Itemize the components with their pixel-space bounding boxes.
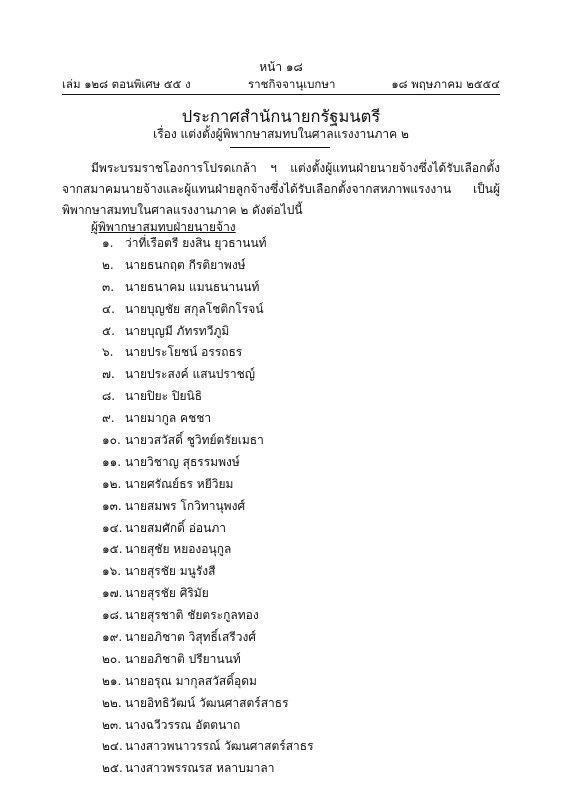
item-number: ๑๘.: [102, 608, 123, 623]
list-item: [0, 627, 562, 649]
appointee-name: ว่าที่เรือตรี ยงสิน ยุวธานนท์: [125, 236, 267, 250]
item-number: ๒๓.: [102, 717, 122, 732]
list-item: [0, 561, 562, 583]
item-number: ๓.: [102, 279, 115, 294]
item-number: ๒๕.: [102, 761, 123, 776]
section-heading: ผู้พิพากษาสมทบฝ่ายนายจ้าง: [91, 220, 236, 234]
appointee-list: [0, 233, 562, 780]
item-number: ๑๐.: [102, 433, 121, 448]
list-item: [0, 518, 562, 540]
appointee-name: นายวิชาญ สุธรรมพงษ์: [125, 454, 240, 469]
appointee-name: นายศรัณย์ธร หยีวิยม: [125, 476, 234, 491]
appointee-name: นายสุรชาติ ชัยตระกูลทอง: [125, 608, 259, 623]
list-item: [0, 452, 562, 474]
item-number: ๒๑.: [102, 673, 122, 688]
list-item: [0, 255, 562, 277]
item-number: ๙.: [102, 411, 115, 426]
item-number: ๒๒.: [102, 695, 122, 710]
appointee-name: นายวสวัสดิ์ ชูวิทย์ตรัยเมธา: [125, 433, 264, 448]
appointee-name: นายประโยชน์ อรรถธร: [125, 345, 243, 360]
appointee-name: นายบุญมี ภัทรทวีภูมิ: [125, 323, 230, 338]
appointee-name: นางสาวพนาวรรณ์ วัฒนศาสตร์สาธร: [125, 739, 314, 754]
list-item: [0, 693, 562, 715]
list-item: [0, 386, 562, 408]
list-item: [0, 649, 562, 671]
appointee-name: นางสาวพรรณรส หลาบมาลา: [125, 761, 275, 776]
gazette-name: ราชกิจจานุเบกษา: [248, 77, 336, 91]
header-divider: [62, 94, 500, 95]
item-number: ๘.: [102, 389, 116, 404]
list-item: [0, 342, 562, 364]
list-item: [0, 539, 562, 561]
item-number: ๑.: [102, 236, 114, 250]
appointee-name: นายสุรชัย ศิริมัย: [125, 586, 209, 601]
list-item: [0, 583, 562, 605]
list-item: [0, 758, 562, 780]
appointee-name: นายประสงค์ แสนปราชญ์: [125, 367, 255, 382]
item-number: ๖.: [102, 345, 114, 360]
appointee-name: นายสุชัย หยองอนุกูล: [125, 542, 232, 557]
list-item: [0, 277, 562, 299]
announcement-subject: เรื่อง แต่งตั้งผู้พิพากษาสมทบในศาลแรงงานภาค ๒: [153, 127, 409, 141]
item-number: ๑๓.: [102, 498, 122, 513]
item-number: ๒๔.: [102, 739, 123, 754]
list-item: [0, 364, 562, 386]
item-number: ๑๕.: [102, 542, 123, 557]
title-divider: [230, 147, 330, 148]
appointee-name: นายอภิชาติ ปรียานนท์: [125, 651, 241, 666]
appointee-name: นายบุญชัย สกุลโชติกโรจน์: [125, 301, 264, 316]
publication-date: ๑๘ พฤษภาคม ๒๕๕๔: [391, 77, 500, 91]
item-number: ๑๒.: [102, 476, 122, 491]
appointee-name: นายอรุณ มากุลสวัสดิ์อุดม: [125, 673, 257, 688]
list-item: [0, 430, 562, 452]
list-item: [0, 715, 562, 737]
item-number: ๑๔.: [102, 520, 123, 535]
appointee-name: นายสมพร โกวิทานุพงศ์: [125, 498, 246, 513]
appointee-name: นายอภิชาต วิสุทธิ์เสรีวงศ์: [125, 630, 256, 645]
appointee-name: นายมากูล คชชา: [125, 411, 212, 426]
list-item: [0, 321, 562, 343]
volume-info: เล่ม ๑๒๘ ตอนพิเศษ ๕๕ ง: [62, 77, 191, 91]
list-item: [0, 233, 562, 255]
item-number: ๗.: [102, 367, 115, 382]
appointee-name: นายสมศักดิ์ อ่อนภา: [125, 520, 226, 535]
list-item: [0, 474, 562, 496]
item-number: ๑๖.: [102, 564, 122, 579]
item-number: ๒.: [102, 257, 114, 272]
body-paragraph: มีพระบรมราชโองการโปรดเกล้า ฯ แต่งตั้งผู้แทนฝ่ายนายจ้างซึ่งได้รับเลือกตั้งจากสมาคมนายจ้างและผู้แทนฝ่ายลูกจ้างซึ่งได้รับเลือกตั้งจากสหภาพแรงงาน เป็นผู้พิพากษาสมทบในศาลแรงงานภาค ๒ ดังต่อไปนี้: [62, 161, 500, 217]
appointee-name: นายธนกฤต กีรติยาพงษ์: [125, 257, 246, 272]
item-number: ๕.: [102, 323, 115, 338]
item-number: ๑๙.: [102, 630, 123, 645]
page-number: หน้า ๑๘: [259, 60, 303, 74]
list-item: [0, 671, 562, 693]
list-item: [0, 496, 562, 518]
item-number: ๑๑.: [102, 454, 122, 469]
gazette-header: [62, 76, 500, 92]
appointee-name: นายธนาคม แมนธนานนท์: [125, 279, 260, 294]
item-number: ๔.: [102, 301, 115, 316]
list-item: [0, 605, 562, 627]
appointee-name: นายสุรชัย มนูรังสี: [125, 564, 216, 579]
appointee-name: นายอิทธิวัฒน์ วัฒนศาสตร์สาธร: [125, 695, 289, 710]
appointee-name: นายปิยะ ปิยนิธิ: [125, 389, 203, 404]
list-item: [0, 299, 562, 321]
item-number: ๒๐.: [102, 651, 122, 666]
list-item: [0, 408, 562, 430]
list-item: [0, 736, 562, 758]
announcement-title: ประกาศสำนักนายกรัฐมนตรี: [181, 107, 381, 126]
item-number: ๑๗.: [102, 586, 123, 601]
appointee-name: นางฉวีวรรณ อัตตนาถ: [125, 717, 241, 732]
